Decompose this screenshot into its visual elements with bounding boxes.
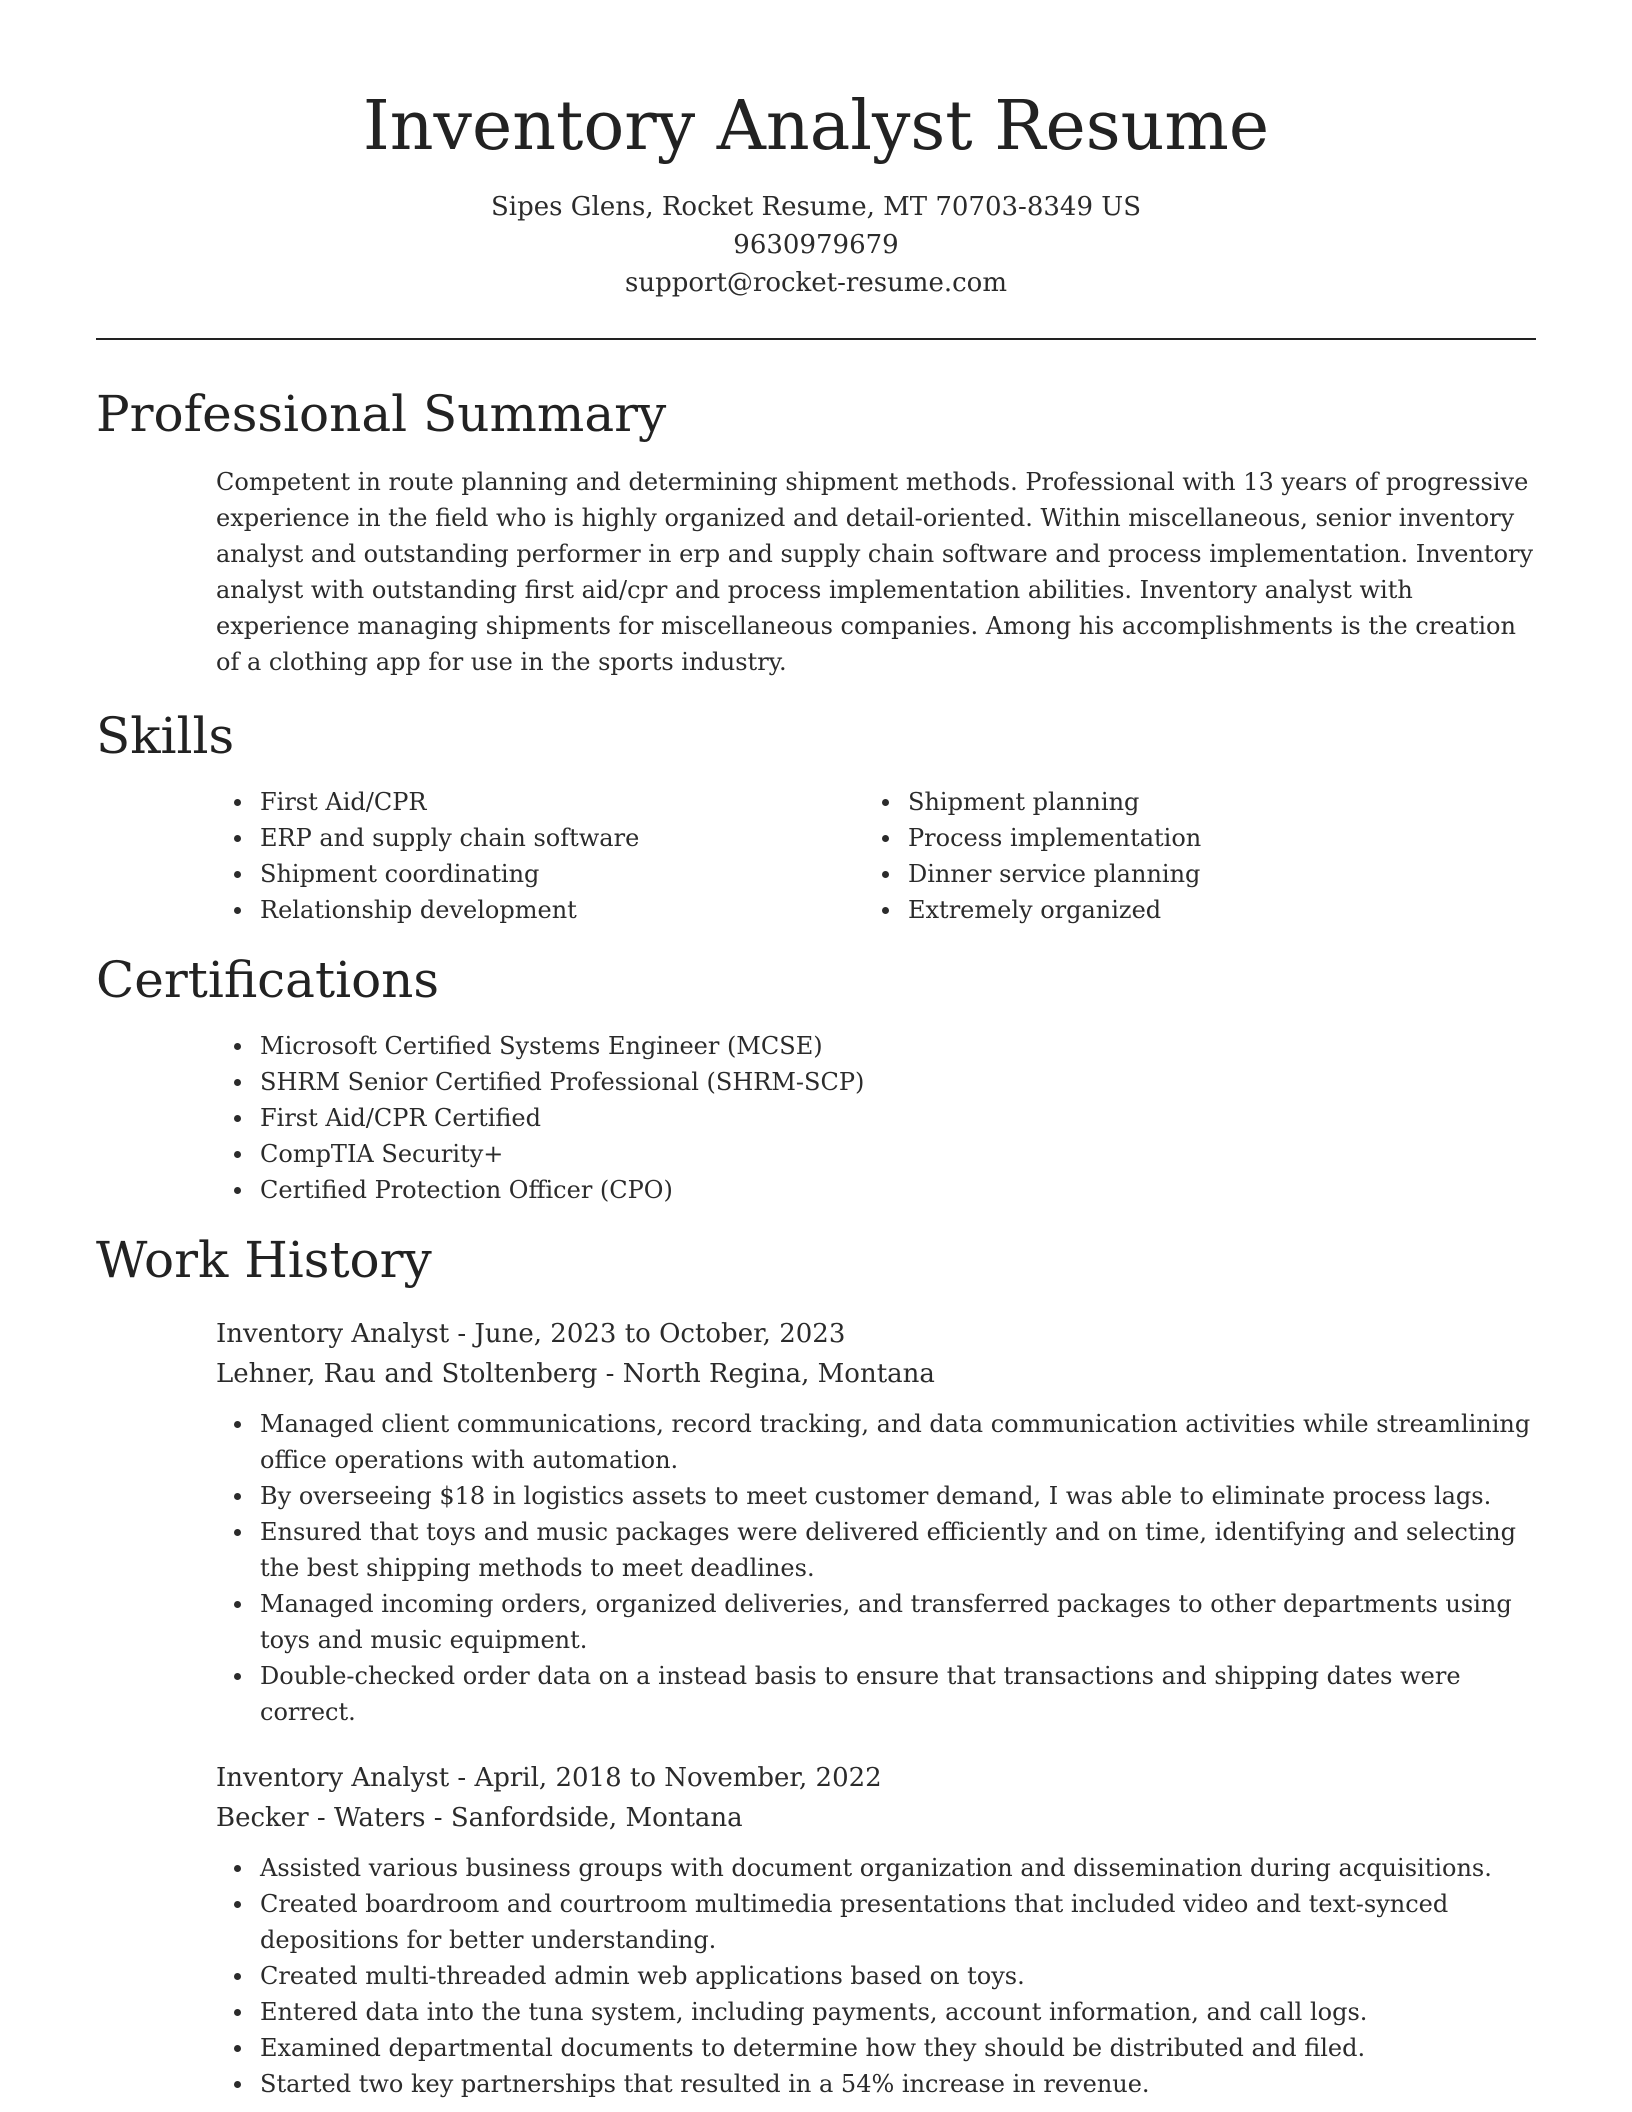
skills-column-right bbox=[908, 784, 1508, 928]
summary-heading: Professional Summary bbox=[96, 385, 667, 443]
certification-item: SHRM Senior Certified Professional (SHRM-SCP) bbox=[260, 1064, 1536, 1100]
job-title-dates: Inventory Analyst - April, 2018 to November, 2022 bbox=[216, 1763, 882, 1793]
certification-item: Microsoft Certified Systems Engineer (MCSE) bbox=[260, 1028, 1536, 1064]
job-responsibilities bbox=[260, 1850, 1536, 2102]
job-title-dates: Inventory Analyst - June, 2023 to October, 2023 bbox=[216, 1319, 846, 1349]
skill-item: Process implementation bbox=[908, 820, 1508, 856]
resume-page bbox=[96, 0, 1536, 2102]
job-company-location: Lehner, Rau and Stoltenberg - North Regina, Montana bbox=[216, 1359, 935, 1389]
responsibility-item: By overseeing $18 in logistics assets to meet customer demand, I was able to eliminate process lags. bbox=[260, 1478, 1536, 1514]
responsibility-item: Created multi-threaded admin web applications based on toys. bbox=[260, 1958, 1536, 1994]
contact-email: support@rocket-resume.com bbox=[624, 268, 1007, 298]
responsibility-item: Ensured that toys and music packages were delivered efficiently and on time, identifying and selecting the best shipping methods to meet deadlines. bbox=[260, 1514, 1536, 1586]
responsibility-item: Double-checked order data on a instead basis to ensure that transactions and shipping dates were correct. bbox=[260, 1658, 1536, 1730]
job-entry bbox=[216, 1758, 1536, 2102]
summary-text: Competent in route planning and determining shipment methods. Professional with 13 years of progressive experience in the field who is highly organized and detail-oriented. Within miscellaneous, senior inventory analyst and outstanding performer in erp and supply chain software and process implementation. Inventory analyst with outstanding first aid/cpr and process implementation abilities. Inventory analyst with experience managing shipments for miscellaneous companies. Among his accomplishments is the creation of a clothing app for use in the sports industry. bbox=[216, 468, 1534, 676]
certification-item: Certified Protection Officer (CPO) bbox=[260, 1172, 1536, 1208]
skill-item: Dinner service planning bbox=[908, 856, 1508, 892]
resume-title: Inventory Analyst Resume bbox=[362, 87, 1270, 166]
job-responsibilities bbox=[260, 1406, 1536, 1730]
contact-phone: 9630979679 bbox=[733, 230, 899, 260]
responsibility-item: Examined departmental documents to determine how they should be distributed and filed. bbox=[260, 2030, 1536, 2066]
certification-item: CompTIA Security+ bbox=[260, 1136, 1536, 1172]
skill-item: Shipment planning bbox=[908, 784, 1508, 820]
job-company-location: Becker - Waters - Sanfordside, Montana bbox=[216, 1803, 743, 1833]
job-entry bbox=[216, 1314, 1536, 1730]
certification-item: First Aid/CPR Certified bbox=[260, 1100, 1536, 1136]
responsibility-item: Entered data into the tuna system, including payments, account information, and call logs. bbox=[260, 1994, 1536, 2030]
responsibility-item: Managed incoming orders, organized deliveries, and transferred packages to other departments using toys and music equipment. bbox=[260, 1586, 1536, 1658]
skill-item: Relationship development bbox=[260, 892, 908, 928]
skills-column-left bbox=[260, 784, 908, 928]
skill-item: Shipment coordinating bbox=[260, 856, 908, 892]
header-divider bbox=[96, 338, 1536, 340]
skills-list bbox=[96, 784, 1536, 928]
responsibility-item: Started two key partnerships that resulted in a 54% increase in revenue. bbox=[260, 2066, 1536, 2102]
skill-item: Extremely organized bbox=[908, 892, 1508, 928]
responsibility-item: Managed client communications, record tracking, and data communication activities while streamlining office operations with automation. bbox=[260, 1406, 1536, 1478]
skill-item: ERP and supply chain software bbox=[260, 820, 908, 856]
resume-header bbox=[96, 0, 1536, 302]
certifications-heading: Certifications bbox=[96, 951, 440, 1009]
responsibility-item: Assisted various business groups with document organization and dissemination during acquisitions. bbox=[260, 1850, 1536, 1886]
skills-heading: Skills bbox=[96, 707, 235, 765]
certifications-list bbox=[260, 1028, 1536, 1208]
responsibility-item: Created boardroom and courtroom multimedia presentations that included video and text-synced depositions for better understanding. bbox=[260, 1886, 1536, 1958]
work-history-heading: Work History bbox=[96, 1231, 432, 1289]
skill-item: First Aid/CPR bbox=[260, 784, 908, 820]
contact-address: Sipes Glens, Rocket Resume, MT 70703-8349 US bbox=[491, 192, 1141, 222]
